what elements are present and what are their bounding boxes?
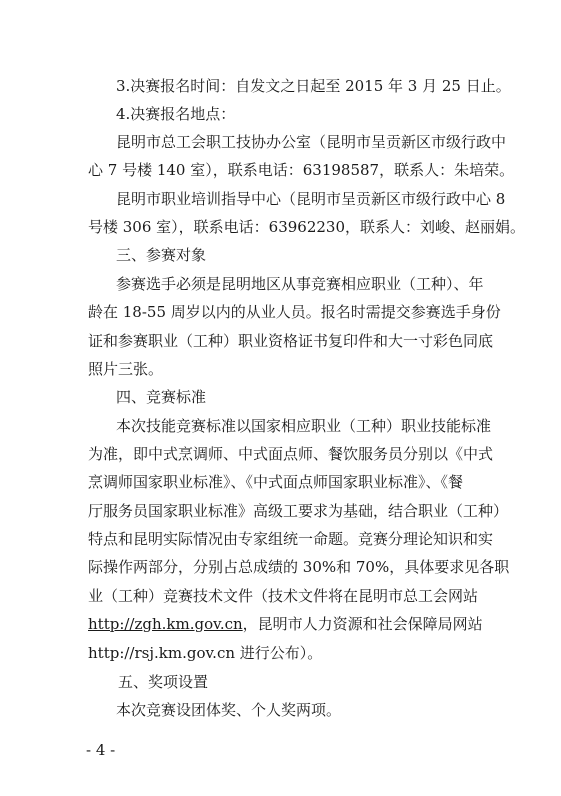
paragraph-line: 心 7 号楼 140 室），联系电话：63198587，联系人：朱培荣。 — [88, 161, 515, 179]
paragraph-line: 号楼 306 室），联系电话：63962230，联系人：刘峻、赵丽娟。 — [88, 218, 526, 236]
paragraph-line: 际操作两部分，分别占总成绩的 30%和 70%，具体要求见各职 — [88, 558, 510, 576]
paragraph-line: 本次竞赛设团体奖、个人奖两项。 — [116, 701, 342, 719]
paragraph-line: 特点和昆明实际情况由专家组统一命题。竞赛分理论知识和实 — [88, 530, 494, 548]
paragraph-line: http://rsj.km.gov.cn 进行公布）。 — [88, 644, 323, 662]
paragraph-line: 参赛选手必须是昆明地区从事竞赛相应职业（工种）、年 — [116, 275, 484, 293]
section-heading: 四、竞赛标准 — [116, 388, 207, 406]
paragraph-line: 烹调师国家职业标准》、《中式面点师国家职业标准》、《餐 — [88, 473, 464, 491]
section-heading: 三、参赛对象 — [116, 246, 207, 264]
paragraph-line: 4.决赛报名地点： — [116, 105, 236, 123]
paragraph-line: 照片三张。 — [88, 360, 164, 378]
page-number: - 4 - — [86, 741, 116, 759]
paragraph-line: 本次技能竞赛标准以国家相应职业（工种）职业技能标准 — [116, 417, 492, 435]
paragraph-line: 昆明市职业培训指导中心（昆明市呈贡新区市级行政中心 8 — [116, 190, 506, 208]
section-heading: 五、奖项设置 — [118, 673, 209, 691]
paragraph-line — [88, 614, 508, 634]
paragraph-line: 昆明市总工会职工技协办公室（昆明市呈贡新区市级行政中 — [116, 133, 507, 151]
paragraph-line-rest: ，昆明市人力资源和社会保障局网站 — [242, 615, 483, 633]
paragraph-line: 证和参赛职业（工种）职业资格证书复印件和大一寸彩色同底 — [88, 332, 494, 350]
paragraph-line: 龄在 18-55 周岁以内的从业人员。报名时需提交参赛选手身份 — [88, 303, 501, 321]
paragraph-line: 厅服务员国家职业标准》高级工要求为基础，结合职业（工种） — [88, 502, 509, 520]
paragraph-line: 为准，即中式烹调师、中式面点师、餐饮服务员分别以《中式 — [88, 445, 494, 463]
paragraph-line: 3.决赛报名时间：自发文之日起至 2015 年 3 月 25 日止。 — [116, 77, 511, 95]
website-link[interactable]: http://zgh.km.gov.cn — [88, 615, 243, 633]
paragraph-line: 业（工种）竞赛技术文件（技术文件将在昆明市总工会网站 — [88, 587, 479, 605]
